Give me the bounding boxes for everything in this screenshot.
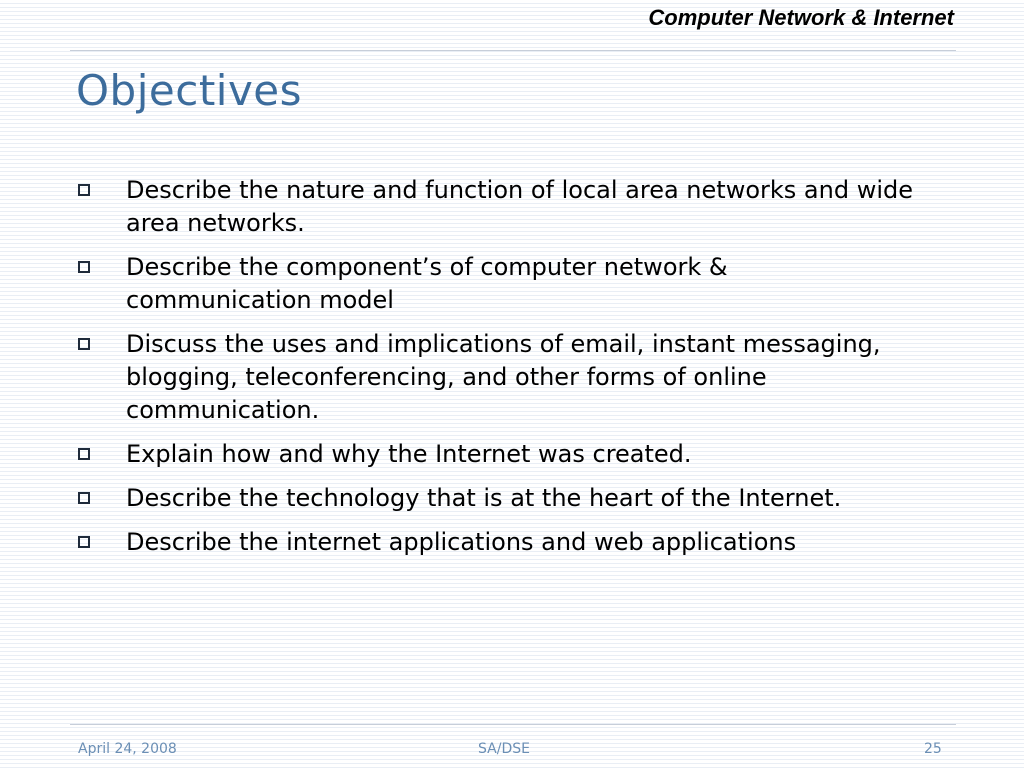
square-bullet-icon	[78, 536, 90, 548]
square-bullet-icon	[78, 261, 90, 273]
list-item-text: Describe the internet applications and web applications	[126, 528, 797, 556]
list-item	[76, 328, 916, 427]
objectives-list	[76, 174, 916, 570]
footer-center-label: SA/DSE	[478, 741, 530, 757]
footer-divider	[70, 724, 956, 725]
list-item-text: Discuss the uses and implications of email, instant messaging, blogging, teleconferencing, and other forms of online communication.	[126, 330, 881, 424]
page-title: Objectives	[76, 66, 303, 115]
slide-number: 25	[924, 741, 942, 757]
list-item-text: Describe the component’s of computer network & communication model	[126, 253, 728, 314]
square-bullet-icon	[78, 448, 90, 460]
list-item	[76, 526, 916, 559]
header-divider	[70, 50, 956, 51]
footer-date: April 24, 2008	[78, 741, 177, 757]
square-bullet-icon	[78, 338, 90, 350]
square-bullet-icon	[78, 492, 90, 504]
list-item-text: Explain how and why the Internet was created.	[126, 440, 692, 468]
list-item	[76, 482, 916, 515]
list-item	[76, 174, 916, 240]
list-item	[76, 438, 916, 471]
list-item-text: Describe the nature and function of local area networks and wide area networks.	[126, 176, 913, 237]
list-item	[76, 251, 916, 317]
square-bullet-icon	[78, 184, 90, 196]
list-item-text: Describe the technology that is at the heart of the Internet.	[126, 484, 842, 512]
course-title: Computer Network & Internet	[648, 5, 954, 30]
